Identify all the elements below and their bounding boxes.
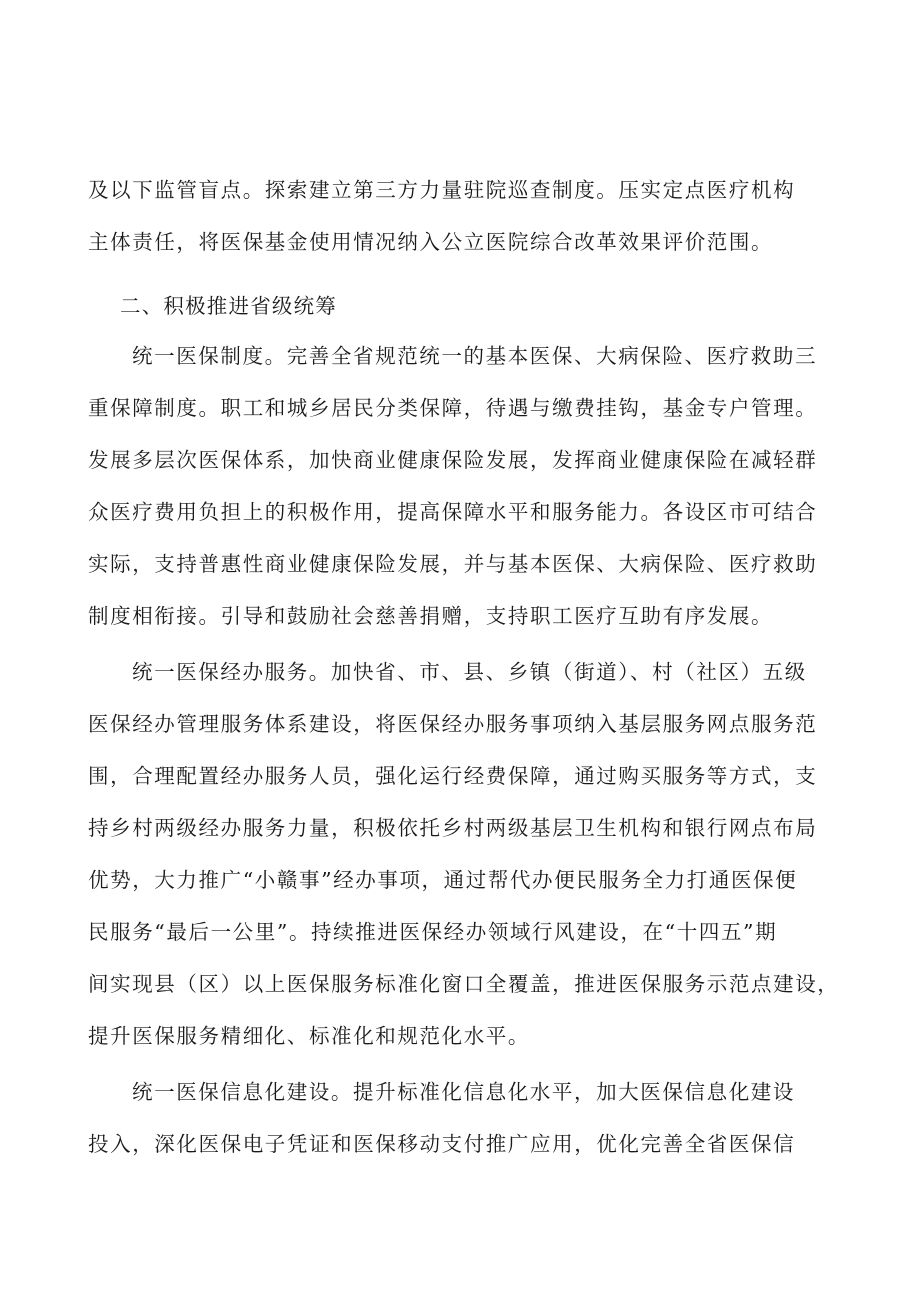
paragraph-line: 医保经办管理服务体系建设，将医保经办服务事项纳入基层服务网点服务范	[88, 712, 818, 736]
paragraph-line: 提升医保服务精细化、标准化和规范化水平。	[88, 1024, 530, 1048]
paragraph-line: 持乡村两级经办服务力量，积极依托乡村两级基层卫生机构和银行网点布局	[88, 816, 818, 840]
paragraph-line: 间实现县（区）以上医保服务标准化窗口全覆盖，推进医保服务示范点建设，	[88, 972, 840, 996]
paragraph-line: 众医疗费用负担上的积极作用，提高保障水平和服务能力。各设区市可结合	[88, 500, 818, 524]
paragraph-line: 实际，支持普惠性商业健康保险发展，并与基本医保、大病保险、医疗救助	[88, 552, 818, 576]
paragraph-line: 重保障制度。职工和城乡居民分类保障，待遇与缴费挂钩，基金专户管理。	[88, 396, 818, 420]
paragraph-line: 投入，深化医保电子凭证和医保移动支付推广应用，优化完善全省医保信	[88, 1132, 796, 1156]
paragraph-line: 统一医保制度。完善全省规范统一的基本医保、大病保险、医疗救助三	[132, 344, 818, 368]
section-heading: 二、积极推进省级统筹	[120, 294, 337, 318]
paragraph-line: 民服务“最后一公里”。持续推进医保经办领域行风建设，在“十四五”期	[88, 920, 778, 944]
paragraph-line: 发展多层次医保体系，加快商业健康保险发展，发挥商业健康保险在减轻群	[88, 448, 818, 472]
paragraph-line: 统一医保信息化建设。提升标准化信息化水平，加大医保信息化建设	[132, 1080, 795, 1104]
text-line: 主体责任，将医保基金使用情况纳入公立医院综合改革效果评价范围。	[88, 230, 774, 254]
paragraph-line: 制度相衔接。引导和鼓励社会慈善捐赠，支持职工医疗互助有序发展。	[88, 604, 774, 628]
paragraph-line: 围，合理配置经办服务人员，强化运行经费保障，通过购买服务等方式，支	[88, 764, 818, 788]
text-line: 及以下监管盲点。探索建立第三方力量驻院巡查制度。压实定点医疗机构	[88, 178, 796, 202]
paragraph-line: 优势，大力推广“小赣事”经办事项，通过帮代办便民服务全力打通医保便	[88, 868, 798, 892]
paragraph-line: 统一医保经办服务。加快省、市、县、乡镇（街道）、村（社区）五级	[132, 660, 807, 684]
